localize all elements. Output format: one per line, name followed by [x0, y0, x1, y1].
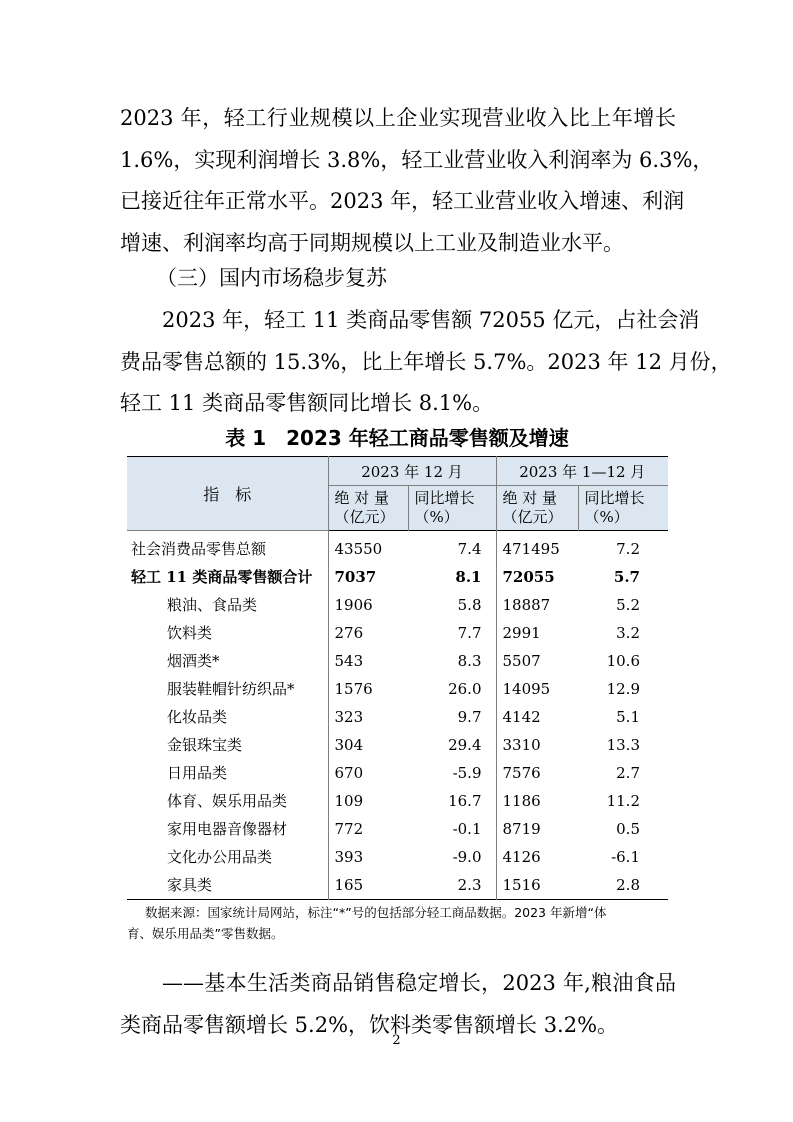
- table-title: 表 1 2023 年轻工商品零售额及增速: [225, 426, 569, 450]
- full-year-growth-cell: 2.8: [616, 876, 640, 894]
- december-growth-cell: 8.1: [408, 563, 496, 591]
- full-year-amount-cell: 7576: [502, 764, 541, 782]
- full-year-amount-cell: 72055: [502, 568, 555, 586]
- indicator-header: 指 标: [127, 457, 328, 531]
- full-year-growth-cell: 11.2: [606, 792, 640, 810]
- full-year-amount-cell: 14095: [502, 680, 551, 698]
- table-row: [127, 871, 668, 900]
- table-row: [127, 815, 668, 843]
- table-source-note: [127, 902, 668, 944]
- december-amount-cell: 323: [334, 708, 364, 726]
- december-amount-cell: 1906: [334, 596, 373, 614]
- table-body: [127, 531, 668, 900]
- full-year-amount-cell: 1186: [502, 792, 541, 810]
- row-name-cell: 服装鞋帽针纺织品*: [127, 675, 328, 703]
- december-growth-header: 同比增长 （%）: [408, 486, 496, 531]
- note-line: 数据来源：国家统计局网站，标注“*”号的包括部分轻工商品数据。2023 年新增“体: [145, 905, 607, 920]
- paragraph-line: 1.6%，实现利润增长 3.8%，轻工业营业收入利润率为 6.3%，: [120, 147, 714, 172]
- full-year-amount-cell: 1516: [502, 876, 541, 894]
- full-year-growth-cell: -6.1: [611, 848, 640, 866]
- section-heading: （三）国内市场稳步复苏: [156, 266, 387, 290]
- table-row: [127, 619, 668, 647]
- paragraph-line: 轻工 11 类商品零售额同比增长 8.1%。: [120, 391, 494, 415]
- market-paragraph: [120, 300, 732, 425]
- row-name-cell: 家具类: [127, 871, 328, 900]
- paragraph-line: 费品零售总额的 15.3%，比上年增长 5.7%。2023 年 12 月份，: [120, 349, 732, 374]
- december-amount-cell: 165: [334, 876, 364, 894]
- december-growth-cell: 26.0: [408, 675, 496, 703]
- row-name-cell: 粮油、食品类: [127, 591, 328, 619]
- full-year-growth-cell: 12.9: [606, 680, 640, 698]
- row-name-cell: 家用电器音像器材: [127, 815, 328, 843]
- table-row: [127, 675, 668, 703]
- page-number: 2: [392, 1033, 401, 1048]
- december-growth-cell: 8.3: [408, 647, 496, 675]
- full-year-amount-cell: 2991: [502, 624, 541, 642]
- full-year-amount-cell: 5507: [502, 652, 541, 670]
- december-growth-cell: 2.3: [408, 871, 496, 900]
- full-year-amount-cell: 4142: [502, 708, 541, 726]
- december-amount-cell: 543: [334, 652, 364, 670]
- december-growth-cell: -9.0: [408, 843, 496, 871]
- december-amount-cell: 772: [334, 820, 364, 838]
- row-name-cell: 日用品类: [127, 759, 328, 787]
- row-name-cell: 化妆品类: [127, 703, 328, 731]
- intro-paragraph: [120, 98, 714, 264]
- december-amount-cell: 304: [334, 736, 364, 754]
- row-name-cell: 文化办公用品类: [127, 843, 328, 871]
- paragraph-line: 2023 年，轻工 11 类商品零售额 72055 亿元，占社会消: [162, 308, 700, 332]
- row-name-cell: 体育、娱乐用品类: [127, 787, 328, 815]
- row-name-cell: 社会消费品零售总额: [127, 531, 328, 564]
- note-line: 育、娱乐用品类”零售数据。: [127, 926, 284, 941]
- december-growth-cell: 16.7: [408, 787, 496, 815]
- paragraph-line: 增速、利润率均高于同期规模以上工业及制造业水平。: [120, 230, 624, 255]
- full-year-growth-cell: 5.7: [613, 568, 640, 586]
- december-growth-cell: 7.4: [408, 531, 496, 564]
- row-name-cell: 饮料类: [127, 619, 328, 647]
- december-amount-header: 绝 对 量 （亿元）: [328, 486, 408, 531]
- table-row: [127, 787, 668, 815]
- full-year-growth-cell: 2.7: [616, 764, 640, 782]
- full-year-growth-cell: 0.5: [616, 820, 640, 838]
- december-growth-cell: 29.4: [408, 731, 496, 759]
- full-year-group-header: 2023 年 1—12 月: [496, 457, 668, 486]
- row-name-cell: 轻工 11 类商品零售额合计: [127, 563, 328, 591]
- full-year-growth-cell: 3.2: [616, 624, 640, 642]
- row-name-cell: 金银珠宝类: [127, 731, 328, 759]
- full-year-amount-cell: 8719: [502, 820, 541, 838]
- december-growth-cell: 7.7: [408, 619, 496, 647]
- paragraph-line: ——基本生活类商品销售稳定增长，2023 年,粮油食品: [162, 971, 676, 995]
- december-amount-cell: 109: [334, 792, 364, 810]
- full-year-growth-cell: 5.2: [616, 596, 640, 614]
- full-year-growth-cell: 5.1: [616, 708, 640, 726]
- full-year-growth-header: 同比增长 （%）: [578, 486, 668, 531]
- december-growth-cell: -0.1: [408, 815, 496, 843]
- paragraph-line: 已接近往年正常水平。2023 年，轻工业营业收入增速、利润: [120, 189, 685, 213]
- full-year-amount-header: 绝 对 量 （亿元）: [496, 486, 578, 531]
- retail-sales-table: [127, 456, 668, 900]
- full-year-growth-cell: 13.3: [606, 736, 640, 754]
- december-amount-cell: 7037: [334, 568, 377, 586]
- table-row: [127, 731, 668, 759]
- december-growth-cell: 5.8: [408, 591, 496, 619]
- december-amount-cell: 670: [334, 764, 364, 782]
- full-year-amount-cell: 4126: [502, 848, 541, 866]
- december-amount-cell: 276: [334, 624, 364, 642]
- table-row: [127, 531, 668, 564]
- table-row: [127, 843, 668, 871]
- december-amount-cell: 1576: [334, 680, 373, 698]
- december-growth-cell: 9.7: [408, 703, 496, 731]
- december-growth-cell: -5.9: [408, 759, 496, 787]
- full-year-growth-cell: 10.6: [606, 652, 640, 670]
- full-year-growth-cell: 7.2: [616, 540, 640, 558]
- full-year-amount-cell: 471495: [502, 540, 560, 558]
- full-year-amount-cell: 18887: [502, 596, 551, 614]
- table-row: [127, 563, 668, 591]
- table-row: [127, 647, 668, 675]
- table-row: [127, 591, 668, 619]
- table-row: [127, 703, 668, 731]
- paragraph-line: 2023 年，轻工行业规模以上企业实现营业收入比上年增长: [120, 106, 676, 130]
- december-amount-cell: 43550: [334, 540, 383, 558]
- table-row: [127, 759, 668, 787]
- paragraph-line: 类商品零售额增长 5.2%，饮料类零售额增长 3.2%。: [120, 1012, 619, 1037]
- december-amount-cell: 393: [334, 848, 364, 866]
- december-group-header: 2023 年 12 月: [328, 457, 496, 486]
- full-year-amount-cell: 3310: [502, 736, 541, 754]
- row-name-cell: 烟酒类*: [127, 647, 328, 675]
